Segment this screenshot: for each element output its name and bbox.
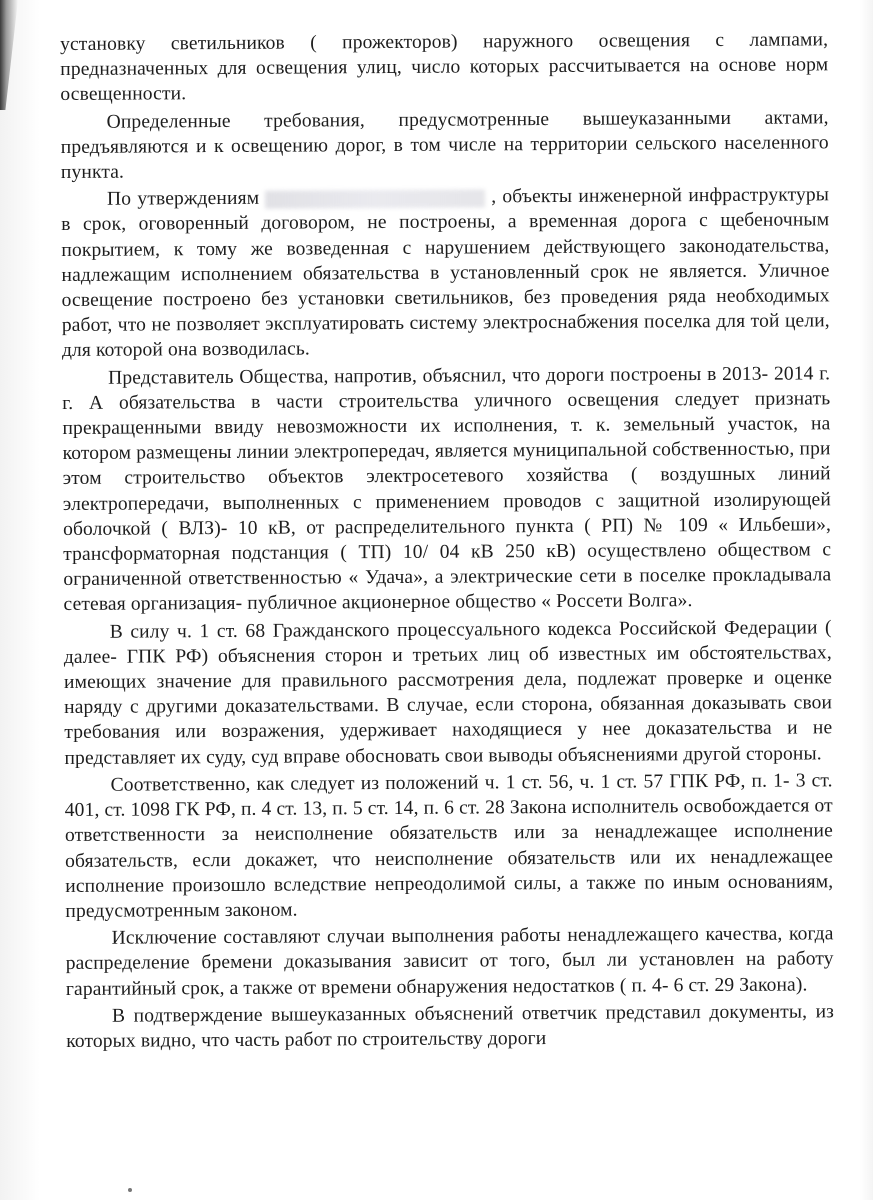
redacted-name [265,189,485,208]
paragraph-3-rest: , объекты инженерной инфраструктуры в срок, оговоренный договором, не построены, а временная дорога с щебеночным покрытием, к тому же возведенная с нарушением действующего законодательства, надлежащим исполнением обязательства в установленный срок не является. Уличное освещение построено без установки светильников, без проведения ряда необходимых работ, что не позволяет эксплуатировать систему электроснабжения поселка для той цели, для которой она возводилась. [61,184,830,362]
paragraph-3-start: По утверждениям [106,188,260,210]
paragraph-4: Представитель Общества, напротив, объяснил, что дороги построены в 2013- 2014 г. г. А обязательства в части строительства уличного освещения следует признать прекращенными ввиду невозможности их исполнения, т. к. земельный участок, на котором размещены линии электропередач, является муниципальной собственностью, при этом строительство объектов электросетевого хозяйства ( воздушных линий электропередачи, выполненных с применением проводов с защитной изолирующей оболочкой ( ВЛЗ)- 10 кВ, от распределительного пункта ( РП) № 109 « Ильбеши», трансформаторная подстанция ( ТП) 10/ 04 кВ 250 кВ) осуществлено обществом с ограниченной ответственностью « Удача», а электрические сети в поселке прокладывала сетевая организация- публичное акционерное общество « Россети Волга». [62,362,832,616]
scan-edge-shadow [0,0,18,110]
paragraph-5: В силу ч. 1 ст. 68 Гражданского процессуального кодекса Российской Федерации ( далее- ГПК РФ) объяснения сторон и третьих лиц об известных им обстоятельствах, имеющих значение для правильного рассмотрения дела, подлежат проверке и оценке наряду с другими доказательствами. В случае, если сторона, обязанная доказывать свои требования или возражения, удерживает находящиеся у нее доказательства и не представляет их суду, суд вправе обосновать свои выводы объяснениями другой стороны. [63,616,833,769]
paragraph-1: установку светильников ( прожекторов) наружного освещения с лампами, предназначенных для освещения улиц, число которых рассчитывается на основе норм освещенности. [60,29,829,106]
paragraph-8: В подтверждение вышеуказанных объяснений ответчик представил документы, из которых видно, что часть работ по строительству дороги [66,1001,835,1052]
paragraph-3 [61,183,830,364]
document-body [60,27,834,1056]
scan-speck [128,1188,132,1192]
paragraph-6: Соответственно, как следует из положений ч. 1 ст. 56, ч. 1 ст. 57 ГПК РФ, п. 1- 3 ст. 401, ст. 1098 ГК РФ, п. 4 ст. 13, п. 5 ст. 14, п. 6 ст. 28 Закона исполнитель освобождается от ответственности за неисполнение обязательств или за ненадлежащее исполнение обязательств, если докажет, что неисполнение обязательств или их ненадлежащее исполнение произошло вследствие непреодолимой силы, а также по иным основаниям, предусмотренным законом. [64,770,834,922]
paragraph-7: Исключение составляют случаи выполнения работы ненадлежащего качества, когда распределение бремени доказывания зависит от того, был ли установлен на работу гарантийный срок, а также от времени обнаружения недостатков ( п. 4- 6 ст. 29 Закона). [65,923,834,1000]
paragraph-2: Определенные требования, предусмотренные вышеуказанными актами, предъявляются и к освещению дорог, в том числе на территории сельского населенного пункта. [60,106,829,184]
